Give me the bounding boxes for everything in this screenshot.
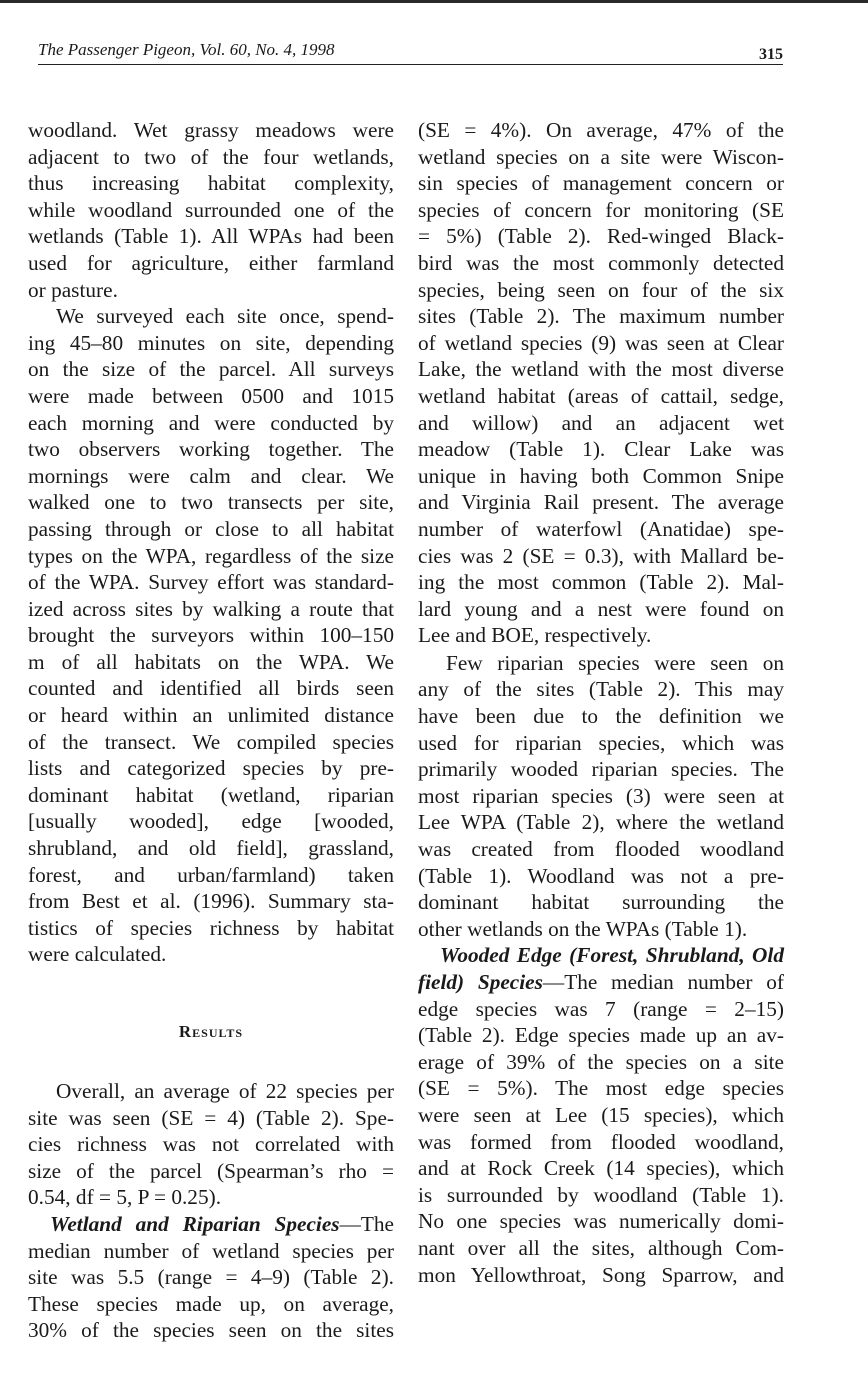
text-line: number of waterfowl (Anatidae) spe- xyxy=(418,516,784,541)
paragraph xyxy=(418,650,784,943)
text-line: forest, and urban/farmland) taken xyxy=(28,862,394,887)
text-line: mon Yellowthroat, Song Sparrow, and xyxy=(418,1262,784,1287)
text-line: ized across sites by walking a route that xyxy=(28,596,394,621)
text-line: cies richness was not correlated with xyxy=(28,1132,394,1157)
text-line: were made between 0500 and 1015 xyxy=(28,383,394,408)
text-line: of wetland species (9) was seen at Clear xyxy=(418,330,784,355)
text-line: any of the sites (Table 2). This may xyxy=(418,677,784,702)
text-line: species of concern for monitoring (SE xyxy=(418,197,784,222)
text-line: adjacent to two of the four wetlands, xyxy=(28,144,394,169)
text-line: walked one to two transects per site, xyxy=(28,490,394,515)
text-line: types on the WPA, regardless of the size xyxy=(28,543,394,568)
text-line: was created from flooded woodland xyxy=(418,837,784,862)
text-line: (SE = 5%). The most edge species xyxy=(418,1076,784,1101)
text-line: nant over all the sites, although Com- xyxy=(418,1235,784,1260)
text-line: Overall, an average of 22 species per xyxy=(56,1079,394,1103)
paragraph xyxy=(418,117,784,649)
top-rule xyxy=(0,0,868,3)
running-header xyxy=(38,38,783,65)
text-line: or heard within an unlimited distance xyxy=(28,703,394,728)
page-number: 315 xyxy=(759,46,783,63)
text-line: Few riparian species were seen on xyxy=(446,650,784,675)
text-line: meadow (Table 1). Clear Lake was xyxy=(418,437,784,462)
text-line: tistics of species richness by habitat xyxy=(28,915,394,940)
text-line: have been due to the definition we xyxy=(418,704,784,729)
text-line: dominant habitat (wetland, riparian xyxy=(28,782,394,807)
run-in-heading: Wetland and Riparian Species xyxy=(50,1211,340,1236)
text-line: = 5%) (Table 2). Red-winged Black- xyxy=(418,224,784,249)
text-line: species, being seen on four of the six xyxy=(418,277,784,302)
right-column xyxy=(418,117,784,1288)
text-line: brought the surveyors within 100–150 xyxy=(28,623,394,648)
text-line: median number of wetland species per xyxy=(28,1238,394,1263)
paragraph xyxy=(28,117,394,303)
text-line: dominant habitat surrounding the xyxy=(418,890,784,915)
text-line: (Table 2). Edge species made up an av- xyxy=(418,1023,784,1048)
text-line: lard young and a nest were found on xyxy=(418,596,784,621)
text: —The median number of xyxy=(542,970,784,994)
text-line: while woodland surrounded one of the xyxy=(28,197,394,222)
text-line: mornings were calm and clear. We xyxy=(28,463,394,488)
text-line: size of the parcel (Spearman’s rho = xyxy=(28,1158,394,1183)
text-line: is surrounded by woodland (Table 1). xyxy=(418,1182,784,1207)
text-line: and at Rock Creek (14 species), which xyxy=(418,1156,784,1181)
text-line: used for riparian species, which was xyxy=(418,730,784,755)
text-line: 0.54, df = 5, P = 0.25). xyxy=(28,1185,222,1210)
text-line: Lake, the wetland with the most diverse xyxy=(418,357,784,382)
section-heading-results: Results xyxy=(178,1022,244,1041)
text-line: wetland habitat (areas of cattail, sedge, xyxy=(418,383,784,408)
text-line: were calculated. xyxy=(28,942,167,967)
text-line: site was 5.5 (range = 4–9) (Table 2). xyxy=(28,1265,394,1290)
text-line: ing 45–80 minutes on site, depending xyxy=(28,330,394,355)
text-line: sin species of management concern or xyxy=(418,171,784,196)
text-line: shrubland, and old field], grassland, xyxy=(28,836,394,861)
text-line: (SE = 4%). On average, 47% of the xyxy=(418,118,784,142)
text: —The xyxy=(339,1211,394,1236)
left-column xyxy=(28,117,394,1344)
text-line: bird was the most commonly detected xyxy=(418,250,784,275)
text-line: of the transect. We compiled species xyxy=(28,729,394,754)
text-line: were seen at Lee (15 species), which xyxy=(418,1102,784,1127)
text-line: from Best et al. (1996). Summary sta- xyxy=(28,889,394,914)
text-line: site was seen (SE = 4) (Table 2). Spe- xyxy=(28,1105,394,1130)
text-line: or pasture. xyxy=(28,277,118,302)
text-line: counted and identified all birds seen xyxy=(28,676,394,701)
run-in-heading: field) Species xyxy=(418,970,543,994)
text-line: on the size of the parcel. All surveys xyxy=(28,357,394,382)
paragraph xyxy=(28,303,394,968)
text-line: wetland species on a site were Wiscon- xyxy=(418,144,784,169)
paragraph xyxy=(28,1211,394,1344)
text-line: cies was 2 (SE = 0.3), with Mallard be- xyxy=(418,543,784,568)
text-line: (Table 1). Woodland was not a pre- xyxy=(418,863,784,888)
text-line: thus increasing habitat complexity, xyxy=(28,171,394,196)
text-line: lists and categorized species by pre- xyxy=(28,756,394,781)
text-line: used for agriculture, either farmland xyxy=(28,250,394,275)
text-line: wetlands (Table 1). All WPAs had been xyxy=(28,224,394,249)
text-line: [usually wooded], edge [wooded, xyxy=(28,809,394,834)
text-line: was formed from flooded woodland, xyxy=(418,1129,784,1154)
text-line: primarily wooded riparian species. The xyxy=(418,757,784,782)
text-line: most riparian species (3) were seen at xyxy=(418,783,784,808)
text-line: unique in having both Common Snipe xyxy=(418,463,784,488)
journal-citation: The Passenger Pigeon, Vol. 60, No. 4, 1998 xyxy=(38,40,335,59)
text-line: These species made up, on average, xyxy=(28,1291,394,1316)
text-line: and Virginia Rail present. The average xyxy=(418,490,784,515)
text-line: of the WPA. Survey effort was standard- xyxy=(28,570,394,595)
text-line: edge species was 7 (range = 2–15) xyxy=(418,996,784,1021)
text-line: passing through or close to all habitat xyxy=(28,516,394,541)
text-line: sites (Table 2). The maximum number xyxy=(418,304,784,329)
text-line: erage of 39% of the species on a site xyxy=(418,1049,784,1074)
text-line: m of all habitats on the WPA. We xyxy=(28,649,394,674)
text-line: two observers working together. The xyxy=(28,437,394,462)
text-line: 30% of the species seen on the sites xyxy=(28,1318,394,1343)
paragraph xyxy=(28,1078,394,1211)
text-line: ing the most common (Table 2). Mal- xyxy=(418,570,784,595)
text-line: We surveyed each site once, spend- xyxy=(56,304,394,329)
paragraph xyxy=(418,942,784,1288)
text-line: woodland. Wet grassy meadows were xyxy=(28,118,394,142)
text-line: and willow) and an adjacent wet xyxy=(418,410,784,435)
text-line: No one species was numerically domi- xyxy=(418,1209,784,1234)
run-in-heading: Wooded Edge (Forest, Shrubland, Old xyxy=(440,943,784,968)
text-line: Lee WPA (Table 2), where the wetland xyxy=(418,810,784,835)
text-line: each morning and were conducted by xyxy=(28,410,394,435)
text-line: other wetlands on the WPAs (Table 1). xyxy=(418,916,748,941)
text-line: Lee and BOE, respectively. xyxy=(418,623,652,648)
